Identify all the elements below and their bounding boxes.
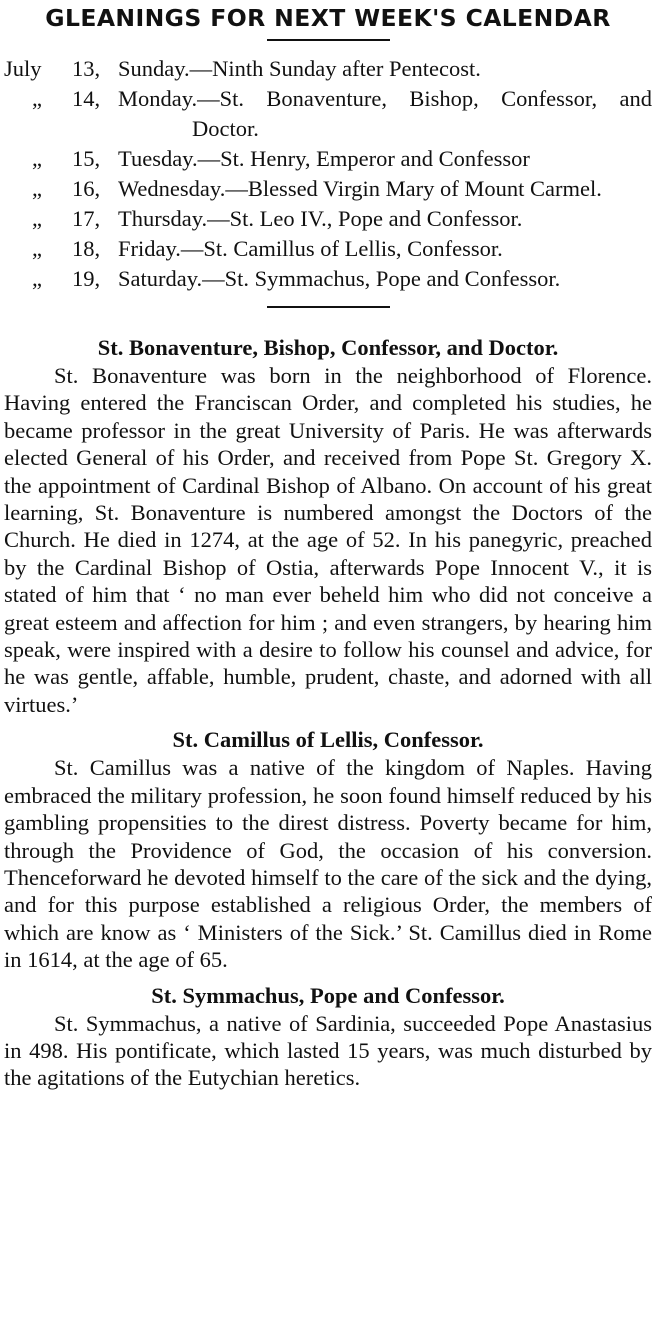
calendar-entry: [4, 144, 652, 174]
calendar-entry: [4, 84, 652, 144]
section-body: St. Camillus was a native of the kingdom of Naples. Having embraced the military profession, he soon found himself reduced by his gambling propensities to the direst distress. Poverty became for him, through the Providence of God, the occasion of his conversion. Thenceforward he devoted himself to the care of the sick and the dying, and for this purpose established a religious Order, the members of which are know as ‘ Ministers of the Sick.’ St. Camillus died in Rome in 1614, at the age of 65.: [4, 755, 652, 973]
section-body: St. Symmachus, a native of Sardinia, succeeded Pope Anastasius in 498. His pontificate, which lasted 15 years, was much disturbed by the agitations of the Eutychian heretics.: [4, 1010, 652, 1091]
calendar-day: 19,: [72, 266, 101, 291]
section-body: St. Bonaventure was born in the neighborhood of Florence. Having entered the Franciscan Order, and completed his studies, he became professor in the great University of Paris. He was afterwards elected General of his Order, and received from Pope St. Gregory X. the appointment of Cardinal Bishop of Albano. On account of his great learning, St. Bonaventure is numbered amongst the Doctors of the Church. He died in 1274, at the age of 52. In his panegyric, preached by the Cardinal Bishop of Ostia, afterwards Pope Innocent V., it is stated of him that ‘ no man ever beheld him who did not conceive a great esteem and affection for him ; and even strangers, by hearing him speak, were inspired with a desire to follow his counsel and advice, for he was gentle, affable, humble, prudent, chaste, and adorned with all virtues.’: [4, 363, 652, 717]
calendar-text: Friday.—St. Camillus of Lellis, Confessor.: [118, 236, 503, 261]
calendar-text: Sunday.—Ninth Sunday after Pentecost.: [118, 56, 481, 81]
calendar-text: Wednesday.—Blessed Virgin Mary of Mount Carmel.: [118, 176, 602, 201]
section-divider: [267, 306, 390, 308]
calendar-text: Saturday.—St. Symmachus, Pope and Confessor.: [118, 266, 561, 291]
calendar-month: „: [32, 176, 42, 201]
calendar-entry: [4, 264, 652, 294]
calendar-text: Thursday.—St. Leo IV., Pope and Confessor.: [118, 206, 523, 231]
calendar-day: 14,: [72, 86, 101, 111]
article-camillus: [4, 724, 652, 973]
calendar-day: 13,: [72, 56, 101, 81]
calendar-day: 17,: [72, 206, 101, 231]
newspaper-column: [4, 0, 652, 1092]
article-bonaventure: [4, 332, 652, 718]
section-heading: St. Camillus of Lellis, Confessor.: [172, 727, 484, 753]
calendar-day: 16,: [72, 176, 101, 201]
title-divider: [267, 39, 390, 41]
calendar-entry: [4, 174, 652, 204]
calendar-entry: [4, 54, 652, 84]
calendar-month: „: [32, 206, 42, 231]
calendar-entry: [4, 234, 652, 264]
page-title: GLEANINGS FOR NEXT WEEK'S CALENDAR: [45, 4, 611, 32]
calendar-day: 18,: [72, 236, 101, 261]
calendar-text: Monday.—St. Bonaventure, Bishop, Confessor, and Doctor.: [118, 86, 652, 141]
calendar-month: „: [32, 266, 42, 291]
calendar-month: „: [32, 146, 42, 171]
calendar-month: „: [32, 236, 42, 261]
section-heading: St. Bonaventure, Bishop, Confessor, and Doctor.: [97, 335, 559, 360]
section-heading: St. Symmachus, Pope and Confessor.: [151, 982, 505, 1008]
calendar-day: 15,: [72, 146, 101, 171]
article-symmachus: [4, 980, 652, 1092]
calendar-text: Tuesday.—St. Henry, Emperor and Confessor: [118, 146, 530, 171]
calendar-list: [4, 54, 652, 294]
calendar-month: „: [32, 86, 42, 111]
calendar-month: July: [4, 56, 42, 81]
calendar-entry: [4, 204, 652, 234]
